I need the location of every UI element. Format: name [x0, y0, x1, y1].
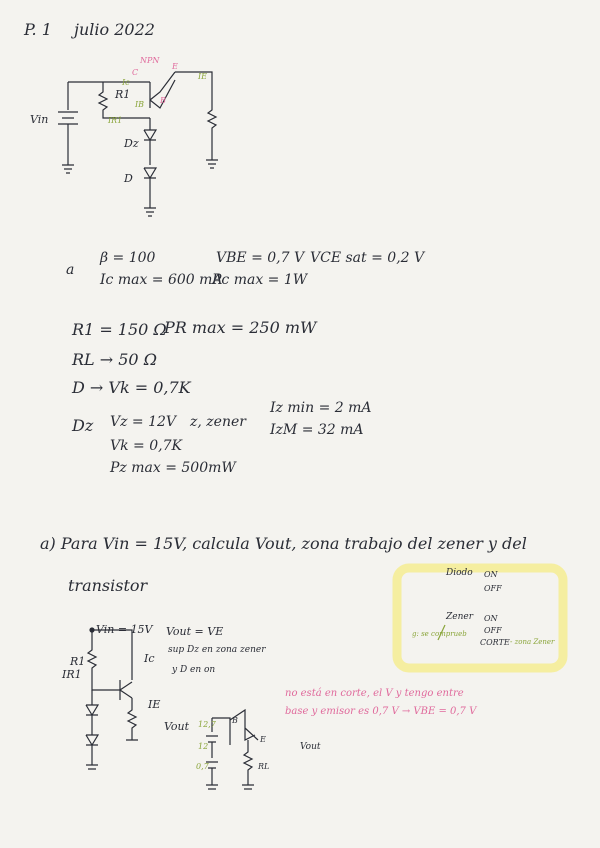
box-zener: Zener: [446, 612, 474, 622]
note-vout-eq: Vout = VE: [166, 625, 224, 638]
c3-e: E: [260, 735, 266, 744]
c1-ib: IB: [135, 100, 145, 109]
box-diodo: Diodo: [446, 568, 473, 578]
box-zona-zener: - zona Zener: [510, 638, 555, 646]
c1-c: C: [132, 68, 139, 77]
spec-iz-min: Iz min = 2 mA: [270, 400, 372, 416]
c1-vin: Vin: [30, 113, 49, 126]
c1-dz: Dz: [124, 137, 139, 150]
problem-number: P. 1: [24, 20, 52, 39]
box-diodo-on: ON: [484, 570, 498, 579]
yellow-highlight-box: [397, 568, 563, 668]
spec-rl: RL → 50 Ω: [72, 350, 157, 369]
box-comprob: g: se comprueb: [412, 630, 467, 638]
c1-ic: Ic: [122, 78, 130, 87]
spec-dz-label: Dz: [72, 416, 94, 435]
c1-b: B: [160, 96, 166, 105]
c3-vout: Vout: [300, 742, 321, 752]
spec-pc-max: Pc max = 1W: [212, 272, 308, 288]
note-pink-2: base y emisor es 0,7 V → VBE = 0,7 V: [285, 706, 477, 717]
circuit-2: [86, 628, 138, 769]
spec-vbe: VBE = 0,7 V: [216, 250, 305, 266]
c2-ie: IE: [148, 698, 161, 711]
c2-vout: Vout: [164, 720, 190, 733]
c2-r1: R1: [70, 655, 86, 668]
spec-r1: R1 = 150 Ω: [72, 320, 167, 339]
note-sup-2: y D en on: [172, 665, 216, 675]
box-corte: CORTE: [480, 638, 510, 647]
box-zener-on: ON: [484, 614, 498, 623]
spec-izm: IzM = 32 mA: [270, 422, 364, 438]
c1-ir1: IR1: [108, 116, 123, 125]
spec-d: D → Vk = 0,7K: [72, 378, 191, 397]
c3-b: B: [232, 716, 238, 725]
c2-vin: Vin = 15V: [96, 623, 153, 636]
c3-v12: 12: [198, 742, 209, 751]
c2-ir1: IR1: [62, 668, 82, 681]
c1-d: D: [124, 172, 133, 185]
c1-r1: R1: [115, 88, 131, 101]
box-zener-off: OFF: [484, 626, 502, 635]
c1-ie: IE: [198, 72, 207, 81]
note-pink-1: no está en corte, el V y tengo entre: [285, 688, 464, 699]
c3-v127: 12,7: [198, 720, 216, 729]
c1-e: E: [172, 62, 178, 71]
c1-npn: NPN: [140, 56, 160, 65]
c2-ic: Ic: [144, 652, 155, 665]
box-diodo-off: OFF: [484, 584, 502, 593]
spec-vce-sat: VCE sat = 0,2 V: [310, 250, 425, 266]
question-line-2: transistor: [68, 576, 148, 595]
spec-label-a: a: [66, 262, 75, 278]
spec-pr-max: PR max = 250 mW: [164, 318, 317, 337]
question-line-1: a) Para Vin = 15V, calcula Vout, zona trabajo del zener y del: [40, 534, 527, 553]
spec-ic-max: Ic max = 600 mA: [100, 272, 223, 288]
date-label: julio 2022: [74, 20, 155, 39]
spec-zener: z, zener: [190, 414, 246, 430]
spec-vz: Vz = 12V: [110, 414, 177, 430]
spec-beta: β = 100: [100, 250, 156, 266]
spec-vk: Vk = 0,7K: [110, 438, 182, 454]
note-sup-1: sup Dz en zona zener: [168, 645, 266, 655]
c3-v07: 0,7: [196, 762, 209, 771]
c3-rl: RL: [258, 762, 270, 771]
spec-pz-max: Pz max = 500mW: [110, 460, 236, 476]
